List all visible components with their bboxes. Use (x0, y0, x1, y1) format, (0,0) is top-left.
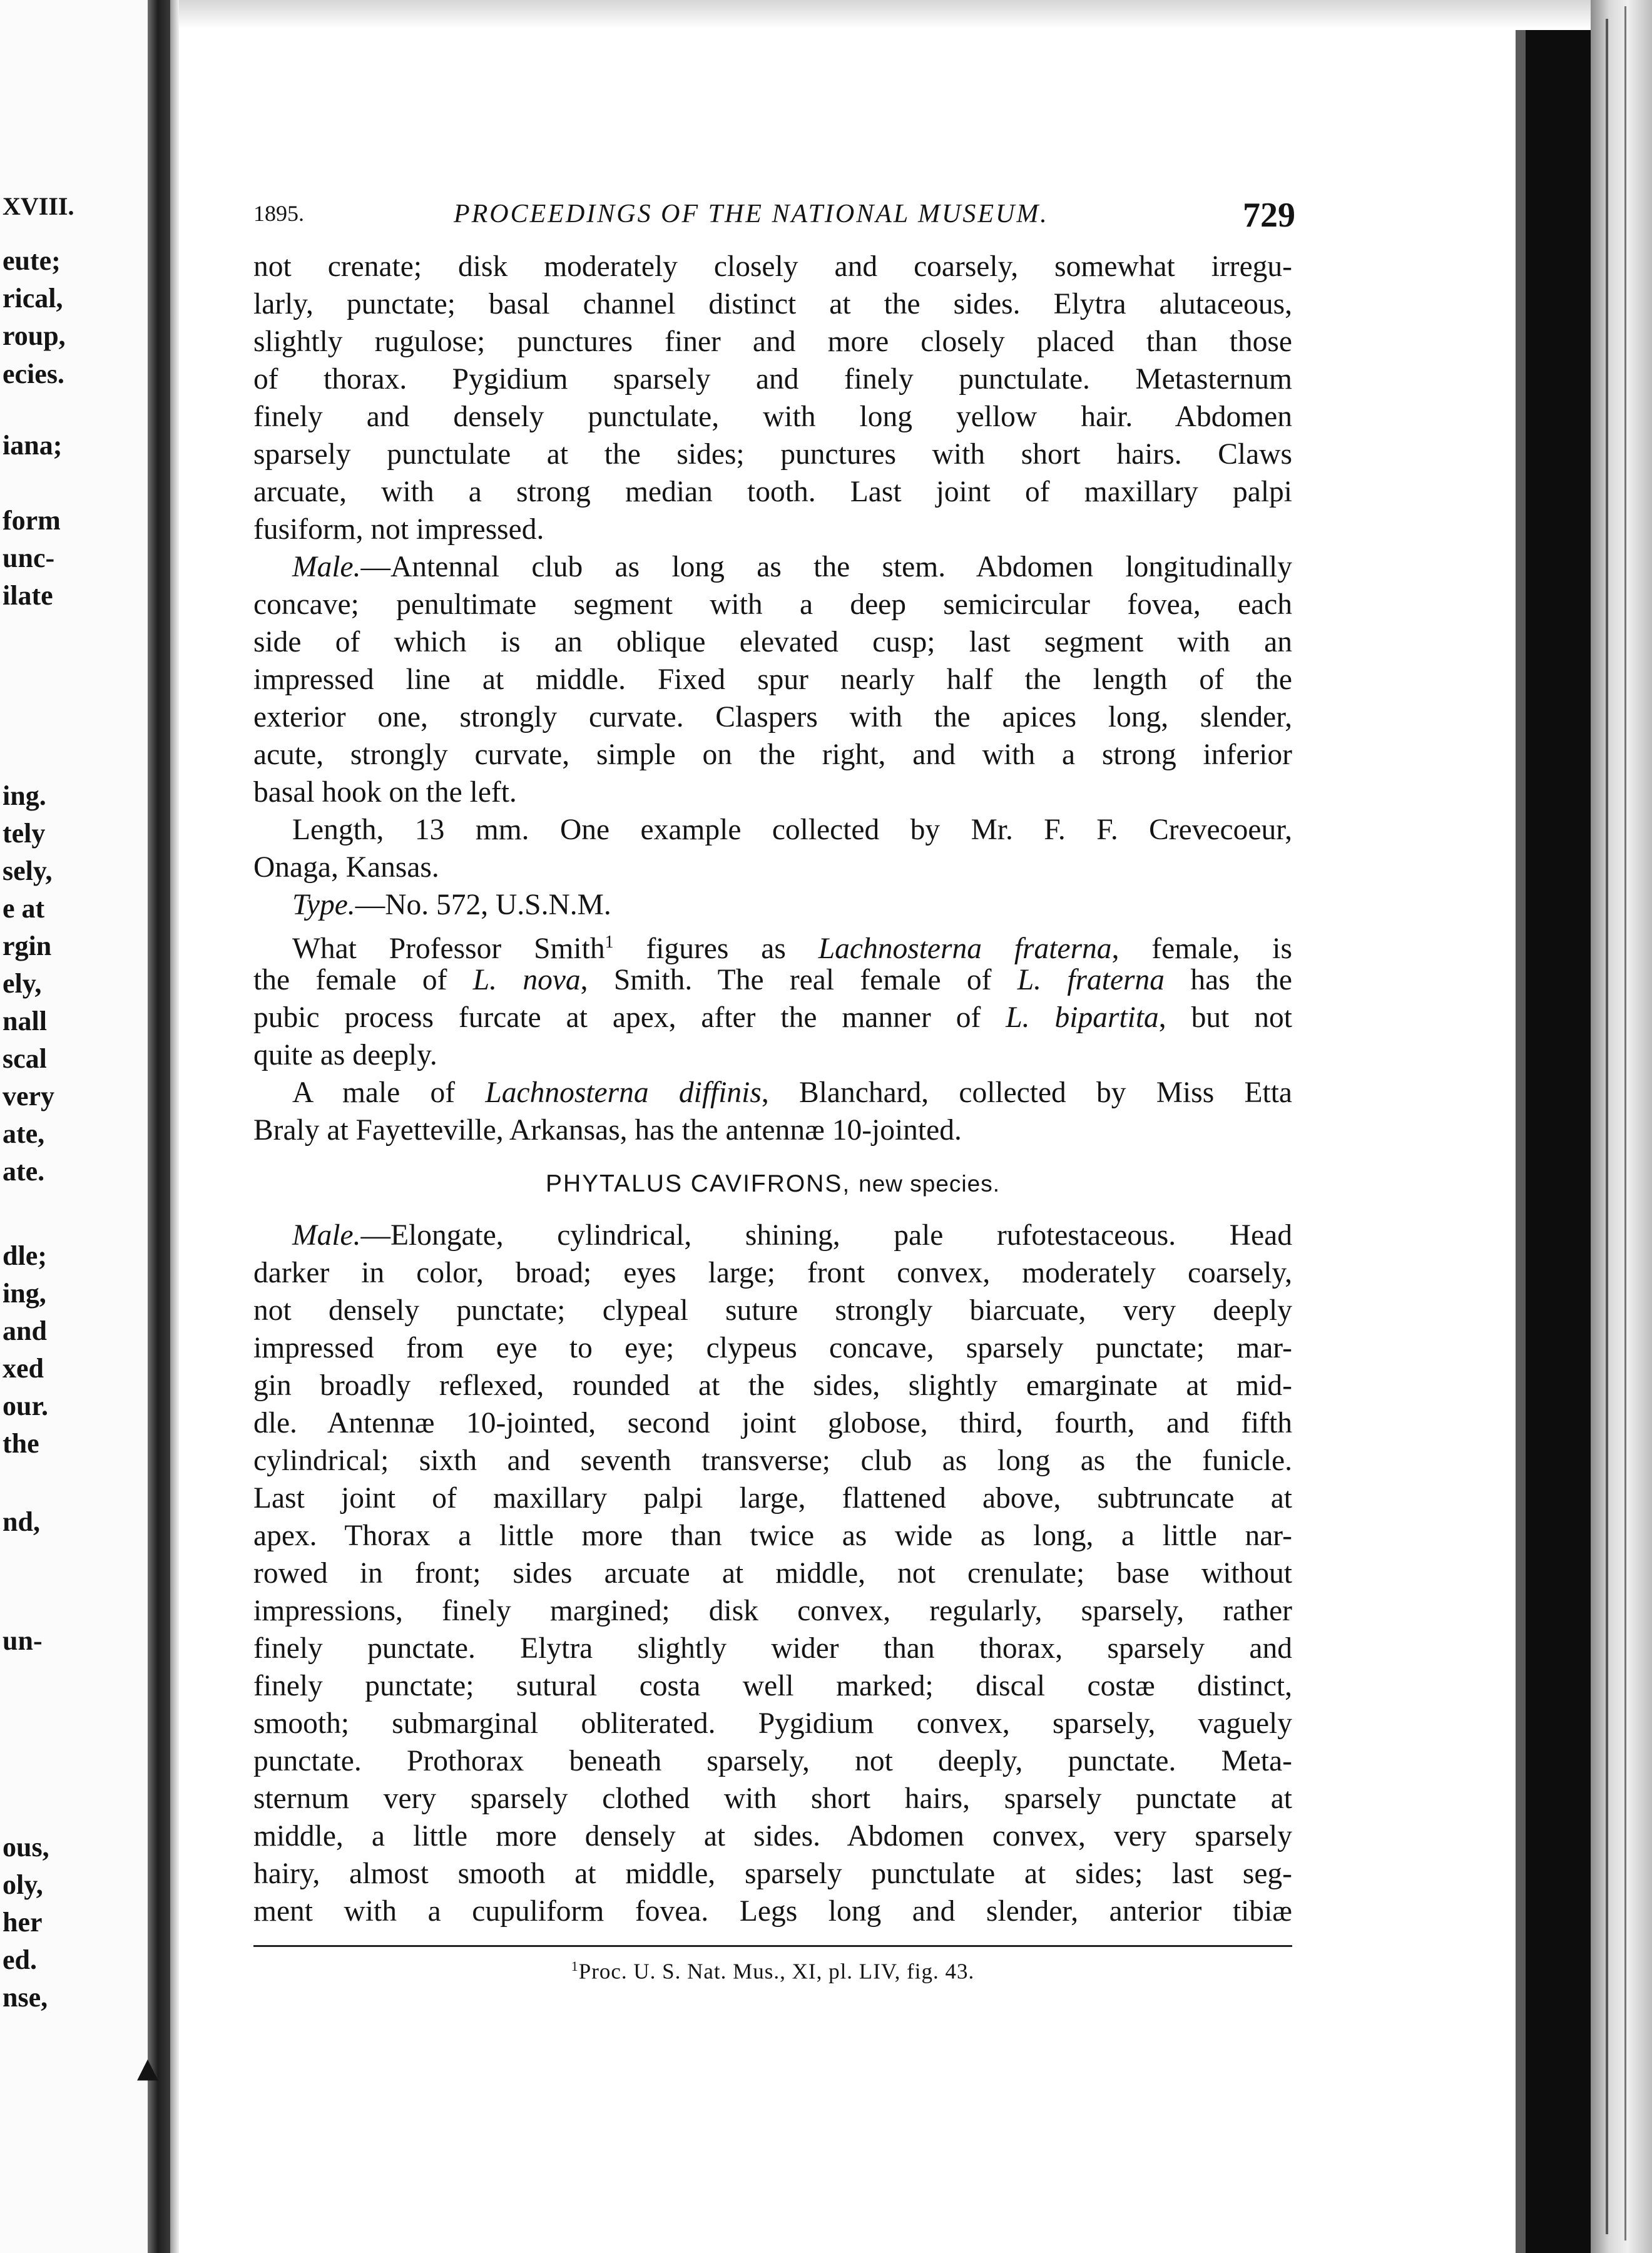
left-page-fragment: our. (3, 1391, 48, 1421)
male-label: Male. (292, 551, 361, 583)
text-line: Length, 13 mm. One example collected by Mr. F. F. Crevecoeur, (292, 814, 1292, 846)
species-heading (253, 1165, 1292, 1203)
text-span: , Smith. The real female of (580, 964, 1017, 996)
text-line: finely punctate; sutural costa well marked; discal costæ distinct, (253, 1670, 1292, 1702)
page-header (253, 195, 1295, 245)
right-page-edge-inner (1516, 30, 1526, 2253)
left-page-fragment: ed. (3, 1944, 37, 1975)
left-page-fragment: ing. (3, 780, 46, 811)
left-page-fragment: ing, (3, 1278, 46, 1309)
text-line: impressions, finely margined; disk convex, regularly, sparsely, rather (253, 1595, 1292, 1627)
left-page-fragment: nse, (3, 1982, 48, 2013)
text-span: , Blanchard, collected by Miss Etta (761, 1076, 1292, 1109)
text-line: of thorax. Pygidium sparsely and finely punctulate. Metasternum (253, 363, 1292, 396)
text-line: arcuate, with a strong median tooth. Last joint of maxillary palpi (253, 476, 1292, 508)
page-arrow-icon: ◀ (134, 2059, 165, 2081)
text-line: quite as deeply. (253, 1039, 437, 1071)
text-line: cylindrical; sixth and seventh transverse; club as long as the funicle. (253, 1444, 1292, 1477)
text-span: —Elongate, cylindrical, shining, pale rufotestaceous. Head (360, 1219, 1292, 1252)
left-page-fragment: ate. (3, 1156, 45, 1187)
text-span: A male of (292, 1076, 486, 1109)
text-line: ment with a cupuliform fovea. Legs long and slender, anterior tibiæ (253, 1895, 1292, 1928)
text-line (253, 1074, 1292, 1111)
text-span: What Professor Smith (292, 932, 605, 965)
species-name: L. bipartita (1006, 1001, 1159, 1034)
paragraph-male-description (253, 1217, 1292, 1254)
text-line: Last joint of maxillary palpi large, flattened above, subtruncate at (253, 1482, 1292, 1515)
text-line: impressed from eye to eye; clypeus concave, sparsely punctate; mar- (253, 1332, 1292, 1364)
running-head: PROCEEDINGS OF THE NATIONAL MUSEUM. (454, 200, 1049, 228)
left-page-fragment: scal (3, 1043, 47, 1074)
top-edge-shadow (179, 0, 1591, 29)
left-page-fragment: ecies. (3, 359, 64, 389)
text-line: Braly at Fayetteville, Arkansas, has the antennæ 10-jointed. (253, 1114, 962, 1147)
page-body (253, 248, 1292, 1985)
text-line: side of which is an oblique elevated cusp; last segment with an (253, 626, 1292, 658)
text-line: finely and densely punctulate, with long yellow hair. Abdomen (253, 401, 1292, 433)
species-name: L. fraterna (1017, 964, 1165, 996)
left-page-fragment: sely, (3, 856, 53, 886)
right-page-edge-dark (1516, 30, 1591, 2253)
page-stack-line (1606, 19, 1608, 2234)
left-page-header-roman: XVIII. (3, 192, 74, 220)
text-line: not densely punctate; clypeal suture strongly biarcuate, very deeply (253, 1294, 1292, 1327)
text-line: dle. Antennæ 10-jointed, second joint globose, third, fourth, and fifth (253, 1407, 1292, 1439)
text-line: impressed line at middle. Fixed spur nearly half the length of the (253, 663, 1292, 696)
text-line: sparsely punctulate at the sides; punctures with short hairs. Claws (253, 438, 1292, 471)
text-line: basal hook on the left. (253, 776, 517, 809)
footnote (253, 1958, 1292, 1985)
footnote-mark: 1 (571, 1958, 579, 1974)
left-page-fragment: the (3, 1428, 39, 1459)
species-heading-note: new species. (859, 1171, 1001, 1197)
species-name: Lachnosterna fraterna (818, 932, 1112, 965)
page-number: 729 (1243, 196, 1295, 235)
paragraph-male-description (253, 548, 1292, 586)
left-page-fragment: un- (3, 1625, 43, 1656)
text-line: gin broadly reflexed, rounded at the sides, slightly emarginate at mid- (253, 1369, 1292, 1402)
left-page-fragment: iana; (3, 430, 63, 461)
type-label: Type. (292, 889, 355, 921)
left-page-fragment: e at (3, 893, 45, 924)
left-page-fragment: ely, (3, 968, 42, 999)
text-line: acute, strongly curvate, simple on the right, and with a strong inferior (253, 738, 1292, 771)
book-gutter-shadow (148, 0, 170, 2253)
left-page-fragment: ate, (3, 1118, 45, 1149)
type-line (253, 886, 1292, 924)
right-page-stack (1591, 0, 1652, 2253)
text-line: Onaga, Kansas. (253, 851, 439, 884)
text-line: darker in color, broad; eyes large; front convex, moderately coarsely, (253, 1257, 1292, 1289)
left-page-fragment: oly, (3, 1869, 43, 1900)
left-page-fragment: and (3, 1316, 47, 1346)
footnote-text: Proc. U. S. Nat. Mus., XI, pl. LIV, fig. 43. (578, 1959, 975, 1984)
left-page-fragment: ilate (3, 580, 53, 611)
left-page-fragment: rical, (3, 283, 63, 314)
species-name: Lachnosterna diffinis (485, 1076, 762, 1109)
species-name: L. nova (472, 964, 581, 996)
text-line: punctate. Prothorax beneath sparsely, not deeply, punctate. Meta- (253, 1745, 1292, 1777)
text-line (253, 961, 1292, 999)
text-line: apex. Thorax a little more than twice as wide as long, a little nar- (253, 1520, 1292, 1552)
text-span: pubic process furcate at apex, after the manner of (253, 1001, 1006, 1034)
text-line: not crenate; disk moderately closely and coarsely, somewhat irregu- (253, 250, 1292, 283)
left-page-fragment: unc- (3, 543, 55, 573)
text-span: the female of (253, 964, 473, 996)
left-page-fragment: eute; (3, 245, 61, 276)
left-page-fragment: tely (3, 818, 46, 849)
text-span: —Antennal club as long as the stem. Abdomen longitudinally (360, 551, 1292, 583)
text-span: has the (1165, 964, 1292, 996)
text-span: , female, is (1111, 932, 1292, 965)
text-span: —No. 572, U.S.N.M. (355, 889, 611, 921)
text-line: exterior one, strongly curvate. Claspers with the apices long, slender, (253, 701, 1292, 733)
text-line: slightly rugulose; punctures finer and more closely placed than those (253, 325, 1292, 358)
text-line: rowed in front; sides arcuate at middle, not crenulate; base without (253, 1557, 1292, 1590)
left-page-fragment: very (3, 1081, 55, 1111)
text-line (253, 924, 1292, 965)
text-line: sternum very sparsely clothed with short hairs, sparsely punctate at (253, 1782, 1292, 1815)
text-line: middle, a little more densely at sides. Abdomen convex, very sparsely (253, 1820, 1292, 1852)
footnote-rule (253, 1945, 1292, 1947)
species-heading-name: PHYTALUS CAVIFRONS, (545, 1170, 851, 1197)
left-page-fragment: nall (3, 1006, 47, 1036)
left-page-fragment: xed (3, 1353, 44, 1384)
text-line: finely punctate. Elytra slightly wider than thorax, sparsely and (253, 1632, 1292, 1665)
left-page-fragment: ous, (3, 1832, 49, 1862)
text-line: concave; penultimate segment with a deep semicircular fovea, each (253, 588, 1292, 621)
left-page-fragment: form (3, 505, 61, 536)
text-line (253, 999, 1292, 1036)
text-span: figures as (613, 932, 818, 965)
page-year: 1895. (253, 201, 304, 226)
male-label: Male. (292, 1219, 361, 1252)
footnote-ref: 1 (604, 932, 614, 952)
left-page-fragment: dle; (3, 1240, 47, 1271)
left-page-fragment: nd, (3, 1506, 40, 1537)
page-stack-line (1624, 6, 1626, 2240)
text-line: smooth; submarginal obliterated. Pygidium convex, sparsely, vaguely (253, 1707, 1292, 1740)
text-line: fusiform, not impressed. (253, 513, 544, 546)
left-page-fragment: rgin (3, 931, 52, 961)
book-gutter-highlight (170, 0, 179, 2253)
text-line: larly, punctate; basal channel distinct at the sides. Elytra alutaceous, (253, 288, 1292, 320)
text-line: hairy, almost smooth at middle, sparsely punctulate at sides; last seg- (253, 1857, 1292, 1890)
text-span: , but not (1158, 1001, 1292, 1034)
left-page-fragment: her (3, 1907, 43, 1938)
left-page-fragment: roup, (3, 320, 66, 351)
